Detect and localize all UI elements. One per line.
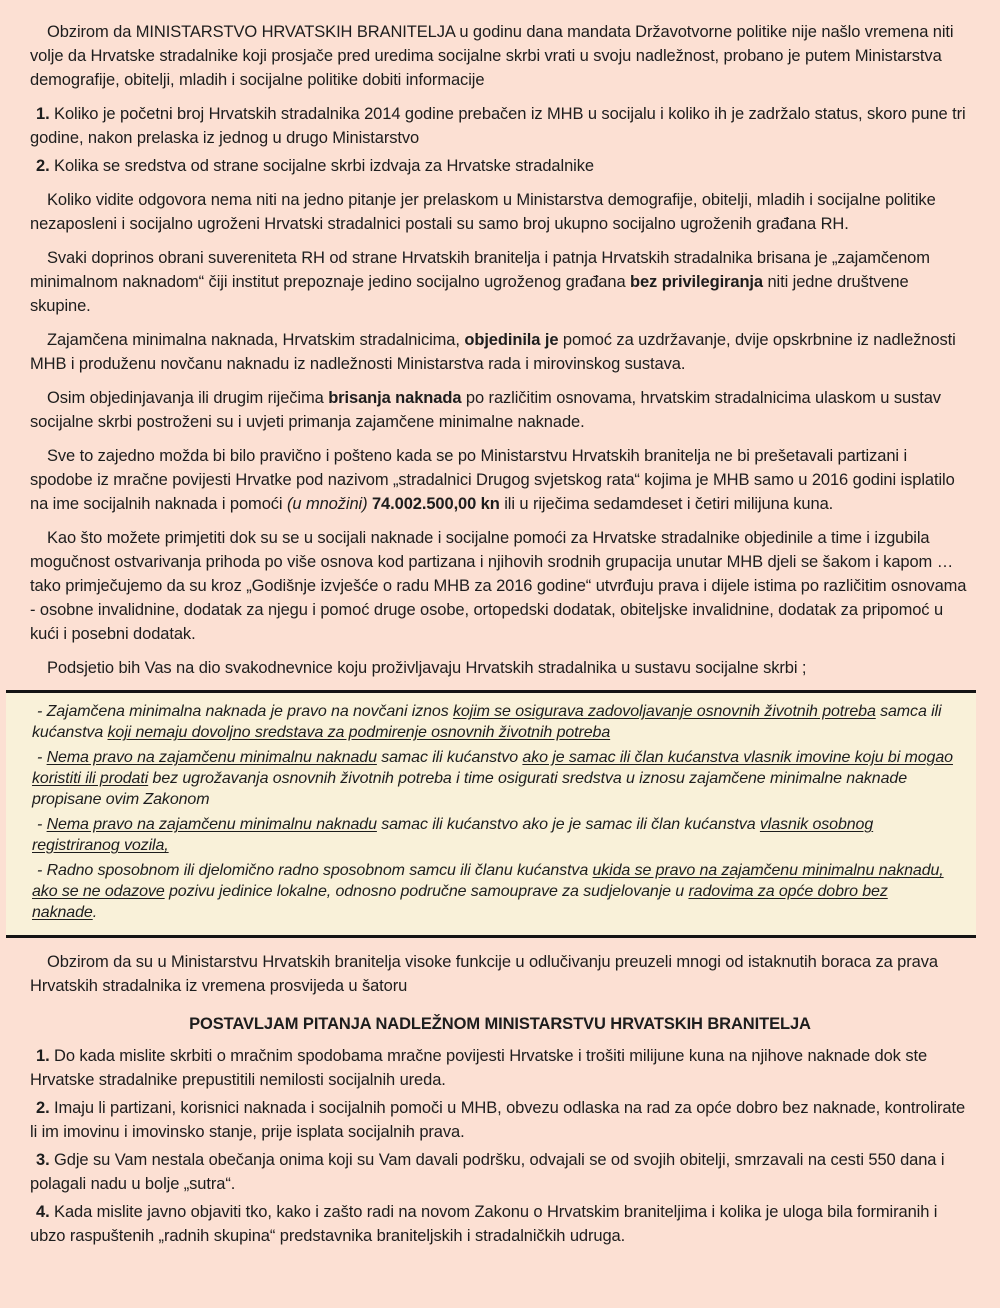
text-run: 1. <box>36 1047 50 1065</box>
text-run: ako je samac ili član kućanstva vlasnik imovine koju bi mogao koristiti ili prodati <box>32 749 953 787</box>
paragraph <box>30 444 970 516</box>
text-run: 2. <box>36 157 50 175</box>
text-run: objedinila je <box>464 331 559 349</box>
numbered-item <box>30 154 970 178</box>
text-run: Do kada mislite skrbiti o mračnim spodobama mračne povijesti Hrvatske i trošiti milijune kuna na njihove naknade dok ste Hrvatske stradalnike prepustitili nemilosti socijalnih ureda. <box>30 1047 928 1089</box>
excerpt-bullet-item <box>32 747 956 810</box>
text-run: . <box>92 904 98 921</box>
text-run: samac ili kućanstvo ako je je samac ili član kućanstva <box>376 816 760 833</box>
text-run: Imaju li partizani, korisnici naknada i socijalnih pomoči u MHB, obvezu odlaska na rad za opće dobro bez naknade, kontrolirate li im imovinu i imovinsko stanje, prije isplata socijalnih prava. <box>30 1099 966 1141</box>
text-run: - Radno sposobnom ili djelomično radno sposobnom samcu ili članu kućanstva <box>37 862 593 879</box>
text-run: bez privilegiranja <box>630 273 763 291</box>
text-run: Kada mislite javno objaviti tko, kako i zašto radi na novom Zakonu o Hrvatskim braniteljima i kolika je uloga bila formiranih i ubzo raspuštenih „radnih skupina“ predstavnika braniteljskih i stradalničkih udruga. <box>30 1203 938 1245</box>
text-run: po različitim osnovama, hrvatskim stradalnicima ulaskom u sustav socijalne skrbi postroženi su i uvjeti primanja zajamčene minimalne naknade. <box>30 389 941 431</box>
text-run: bez ugrožavanja osnovnih životnih potreba i time osigurati sredstva u iznosu zajamčene minimalne naknade propisane ovim Zakonom <box>32 770 907 808</box>
numbered-item <box>30 1200 970 1248</box>
text-run: - <box>37 749 47 766</box>
text-run: koji nemaju dovoljno sredstava za podmirenje osnovnih životnih potreba <box>107 724 611 741</box>
text-run: Obzirom da MINISTARSTVO HRVATSKIH BRANITELJA u godinu dana mandata Državotvorne politike nije našlo vremena niti volje da Hrvatske stradalnike koji prosjače pred uredima socijalne skrbi vrati u svoju nadležnost, probano je putem Ministarstva demografije, obitelji, mladih i socijalne politike dobiti informacije <box>30 23 954 89</box>
text-run: Koliko vidite odgovora nema niti na jedno pitanje jer prelaskom u Ministarstva demografije, obitelji, mladih i socijalne politike nezaposleni i socijalno ugroženi Hrvatski stradalnici postali su samo broj ukupno socijalno ugroženih građana RH. <box>30 191 936 233</box>
text-run: (u množini) <box>286 495 368 513</box>
text-run: 2. <box>36 1099 50 1117</box>
text-run: Sve to zajedno možda bi bilo pravično i pošteno kada se po Ministarstvu Hrvatskih branitelja ne bi prešetavali partizani i spodobe iz mračne povijesti Hrvatke pod nazivom „stradalnici Drugog svjetskog rata“ kojima je MHB samo u 2016 godini isplatilo na ime socijalnih naknada i pomoći <box>30 447 955 513</box>
text-run: Osim objedinjavanja ili drugim riječima <box>47 389 329 407</box>
paragraph <box>30 656 970 680</box>
text-run: Zajamčena minimalna naknada, Hrvatskim stradalnicima, <box>47 331 465 349</box>
text-run: ili u riječima sedamdeset i četiri milijuna kuna. <box>499 495 834 513</box>
excerpt-bullet-item <box>32 860 956 923</box>
text-run: samac ili kućanstvo <box>376 749 523 766</box>
numbered-item <box>30 102 970 150</box>
paragraph <box>30 526 970 646</box>
text-run: ukida se pravo na zajamčenu minimalnu naknadu, ako se ne odazove <box>32 862 944 900</box>
text-run: Kao što možete primjetiti dok su se u socijali naknade i socijalne pomoći za Hrvatske stradalnike objedinile a time i izgubila mogučnost ostvarivanja prihoda po više osnova kod partizana i njihovih srodnih grupacija unutar MHB djeli se šakom i kapom … tako primječujemo da su kroz „Godišnje izvješće o radu MHB za 2016 godine“ utvrđuju prava i dijele istima po različitim osnovama - osobne invalidnine, dodatak za njegu i pomoć druge osobe, ortopedski dodatak, obiteljske invalidnine, dodatak za pripomoć u kući i posebni dodatak. <box>30 529 967 643</box>
text-run: 3. <box>36 1151 50 1169</box>
paragraph <box>30 386 970 434</box>
paragraph <box>30 328 970 376</box>
text-run: Nema pravo na zajamčenu minimalnu naknadu <box>46 749 377 766</box>
text-run: kojim se osigurava zadovoljavanje osnovnih životnih potreba <box>452 703 876 720</box>
text-run: Gdje su Vam nestala obečanja onima koji su Vam davali podršku, odvajali se od svojih obitelji, smrzavali na cesti 550 dana i polagali nadu u bolje „sutra“. <box>30 1151 945 1193</box>
numbered-item <box>30 1148 970 1196</box>
paragraph <box>30 188 970 236</box>
text-run: Podsjetio bih Vas na dio svakodnevnice koju proživljavaju Hrvatskih stradalnika u sustavu socijalne skrbi ; <box>47 659 807 677</box>
text-run: 74.002.500,00 kn <box>371 495 500 513</box>
text-run: pozivu jedinice lokalne, odnosno područne samouprave za sudjelovanje u <box>164 883 689 900</box>
text-run: Nema pravo na zajamčenu minimalnu naknadu <box>46 816 377 833</box>
text-run: Koliko je početni broj Hrvatskih stradalnika 2014 godine prebačen iz MHB u socijalu i koliko ih je zadržalo status, skoro pune tri godine, nakon prelaska iz jednog u drugo Ministarstvo <box>30 105 966 147</box>
text-run: Svaki doprinos obrani suvereniteta RH od strane Hrvatskih branitelja i patnja Hrvatskih stradalnika brisana je „zajamčenom minimalnom naknadom“ čiji institut prepoznaje jedino socijalno ugroženog građana <box>30 249 930 291</box>
text-run: vlasnik osobnog registriranog vozila, <box>32 816 874 854</box>
section-heading <box>30 1012 970 1036</box>
text-run: brisanja naknada <box>328 389 462 407</box>
document-body <box>0 20 1000 1248</box>
text-run: 1. <box>36 105 50 123</box>
text-run: - Zajamčena minimalna naknada je pravo na novčani iznos <box>37 703 453 720</box>
numbered-item <box>30 1044 970 1092</box>
numbered-item <box>30 1096 970 1144</box>
text-run: Kolika se sredstva od strane socijalne skrbi izdvaja za Hrvatske stradalnike <box>49 157 594 175</box>
paragraph <box>30 246 970 318</box>
text-run: POSTAVLJAM PITANJA NADLEŽNOM MINISTARSTVU HRVATSKIH BRANITELJA <box>189 1015 811 1033</box>
text-run: Obzirom da su u Ministarstvu Hrvatskih branitelja visoke funkcije u odlučivanju preuzeli mnogi od istaknutih boraca za prava Hrvatskih stradalnika iz vremena prosvijeda u šatoru <box>30 953 938 995</box>
paragraph <box>30 20 970 92</box>
text-run: pomoć za uzdržavanje, dvije opskrbnine iz nadležnosti MHB i produženu novčanu naknadu iz nadležnosti Ministarstva rada i mirovinskog sustava. <box>30 331 956 373</box>
highlighted-excerpt-box <box>6 690 976 938</box>
text-run: samca ili kućanstva <box>32 703 942 741</box>
text-run: niti jedne društvene skupine. <box>30 273 909 315</box>
text-run: - <box>37 816 47 833</box>
excerpt-bullet-item <box>32 701 956 743</box>
paragraph <box>30 950 970 998</box>
text-run: 4. <box>36 1203 50 1221</box>
excerpt-bullet-item <box>32 814 956 856</box>
text-run: radovima za opće dobro bez naknade <box>32 883 888 921</box>
